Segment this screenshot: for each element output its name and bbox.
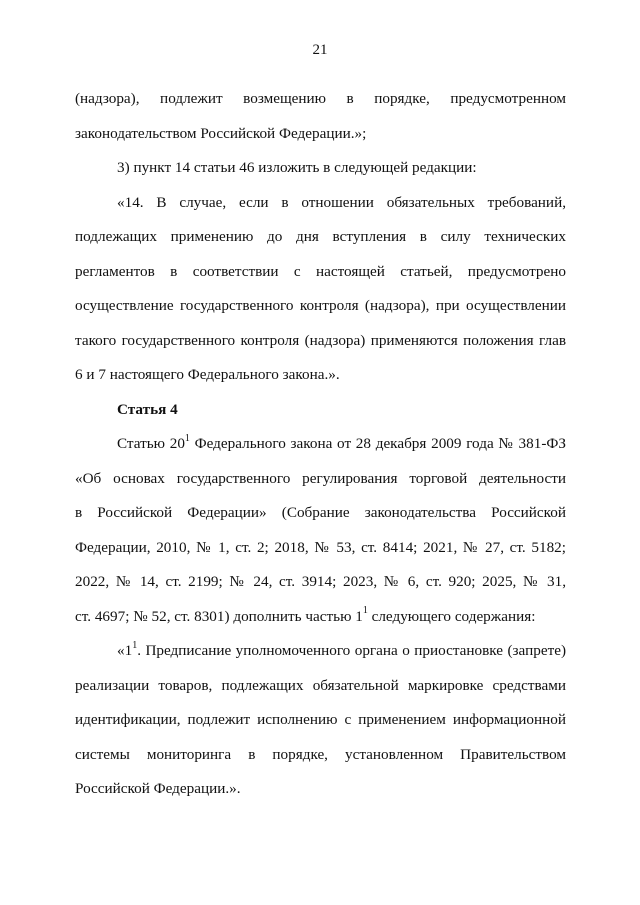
superscript: 1 <box>132 639 138 651</box>
text-line: «14. В случае, если в отношении обязательных требований, <box>117 193 566 211</box>
text-line: такого государственного контроля (надзора) применяются положения глав <box>75 331 566 349</box>
text-line: 6 и 7 настоящего Федерального закона.». <box>75 366 340 383</box>
text-line: идентификации, подлежит исполнению с применением информационной <box>75 711 566 728</box>
text-line: 3) пункт 14 статьи 46 изложить в следующей редакции: <box>117 159 477 176</box>
text-line: в Российской Федерации» (Собрание законодательства Российской <box>75 504 566 521</box>
page-number: 21 <box>312 42 328 58</box>
text-line: «Об основах государственного регулирования торговой деятельности <box>75 469 566 487</box>
superscript: 1 <box>184 432 190 444</box>
text-line: Федерации, 2010, № 1, ст. 2; 2018, № 53, ст. 8414; 2021, № 27, ст. 5182; <box>75 538 566 556</box>
text-line: 2022, № 14, ст. 2199; № 24, ст. 3914; 2023, № 6, ст. 920; 2025, № 31, <box>75 573 566 590</box>
text-line <box>75 427 566 462</box>
text-fragment: ст. 4697; № 52, ст. 8301) дополнить частью 1 <box>75 607 363 625</box>
article-heading: Статья 4 <box>117 400 178 418</box>
text-fragment: Федерального закона от 28 декабря 2009 года № 381-ФЗ <box>189 435 566 452</box>
text-line: регламентов в соответствии с настоящей статьей, предусмотрено <box>75 262 566 280</box>
text-line: системы мониторинга в порядке, установленном Правительством <box>75 745 566 763</box>
text-line: Российской Федерации.». <box>75 780 241 797</box>
text-fragment: «1 <box>117 642 133 659</box>
text-line <box>75 634 566 669</box>
text-line <box>75 600 566 635</box>
superscript: 1 <box>362 605 368 617</box>
text-fragment: следующего содержания: <box>367 607 536 625</box>
text-fragment: Статью 20 <box>117 435 185 452</box>
text-line: реализации товаров, подлежащих обязательной маркировке средствами <box>75 676 566 694</box>
text-fragment: . Предписание уполномоченного органа о приостановке (запрете) <box>137 642 566 659</box>
text-line: (надзора), подлежит возмещению в порядке, предусмотренном <box>75 90 566 107</box>
text-line: подлежащих применению до дня вступления в силу технических <box>75 228 566 245</box>
document-body <box>75 82 566 807</box>
text-line: осуществление государственного контроля (надзора), при осуществлении <box>75 297 566 314</box>
text-line: законодательством Российской Федерации.»; <box>75 124 367 142</box>
